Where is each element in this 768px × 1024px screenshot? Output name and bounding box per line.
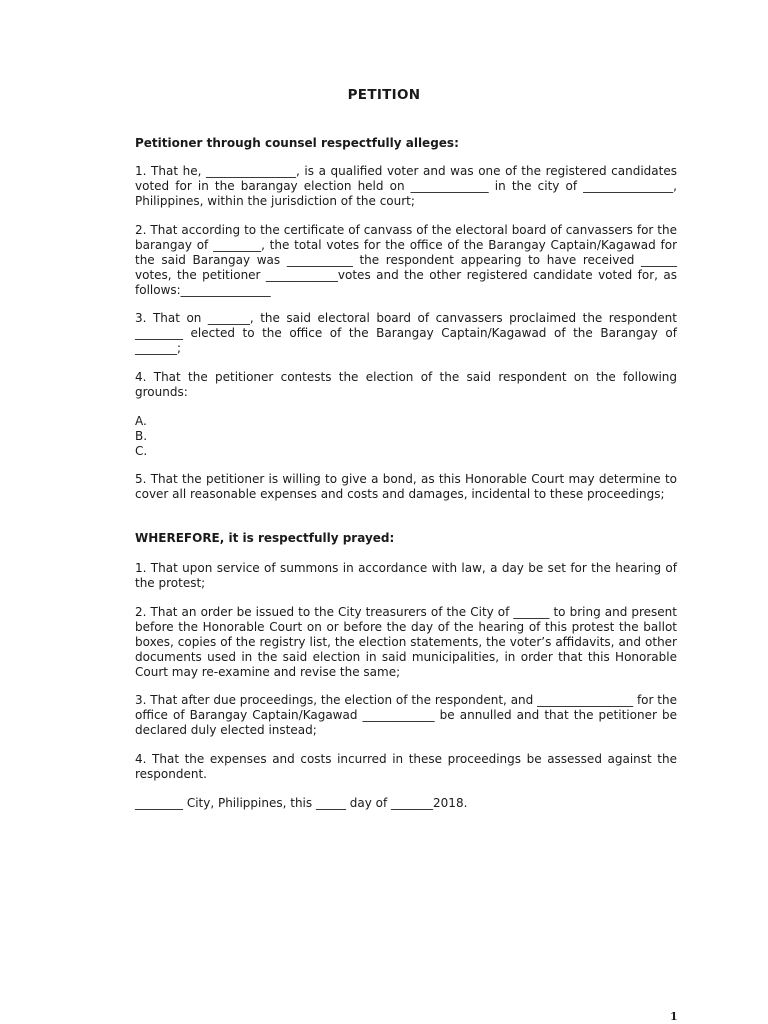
prayer-3: 3. That after due proceedings, the election of the respondent, and ________________ for the office of Barangay Captain/Kagawad ____________ be annulled and that the petitioner be declared duly elected instead; xyxy=(135,693,677,737)
grounds-list xyxy=(135,414,677,459)
allegation-2: 2. That according to the certificate of canvass of the electoral board of canvassers for the barangay of ________, the total votes for the office of the Barangay Captain/Kagawad for the said Barangay was ___________ the respondent appearing to have received ______ votes, the petitioner ____________votes and the other registered candidate voted for, as follows:_______________ xyxy=(135,223,677,297)
prayer-heading: WHEREFORE, it is respectfully prayed: xyxy=(135,531,395,545)
ground-item: C. xyxy=(135,444,148,458)
prayer-2: 2. That an order be issued to the City treasurers of the City of ______ to bring and present before the Honorable Court on or before the day of the hearing of this protest the ballot boxes, copies of the registry list, the election statements, the voter’s affidavits, and other documents used in the said election in said municipalities, in order that this Honorable Court may re-examine and revise the same; xyxy=(135,605,677,679)
intro-heading: Petitioner through counsel respectfully alleges: xyxy=(135,136,459,150)
prayer-1: 1. That upon service of summons in accordance with law, a day be set for the hearing of the protest; xyxy=(135,561,677,590)
ground-item: B. xyxy=(135,429,148,443)
ground-item: A. xyxy=(135,414,147,428)
allegation-5: 5. That the petitioner is willing to give a bond, as this Honorable Court may determine to cover all reasonable expenses and costs and damages, incidental to these proceedings; xyxy=(135,472,677,501)
allegation-1: 1. That he, _______________, is a qualified voter and was one of the registered candidates voted for in the barangay election held on _____________ in the city of _______________, Philippines, within the jurisdiction of the court; xyxy=(135,164,677,208)
document-title: PETITION xyxy=(347,87,421,103)
page-number: 1 xyxy=(670,1010,678,1023)
allegation-3: 3. That on _______, the said electoral board of canvassers proclaimed the respondent ________ elected to the office of the Barangay Captain/Kagawad of the Barangay of _______; xyxy=(135,311,677,355)
prayer-4: 4. That the expenses and costs incurred in these proceedings be assessed against the respondent. xyxy=(135,752,677,781)
closing-line: ________ City, Philippines, this _____ day of _______2018. xyxy=(135,796,468,810)
allegation-4: 4. That the petitioner contests the election of the said respondent on the following grounds: xyxy=(135,370,677,399)
